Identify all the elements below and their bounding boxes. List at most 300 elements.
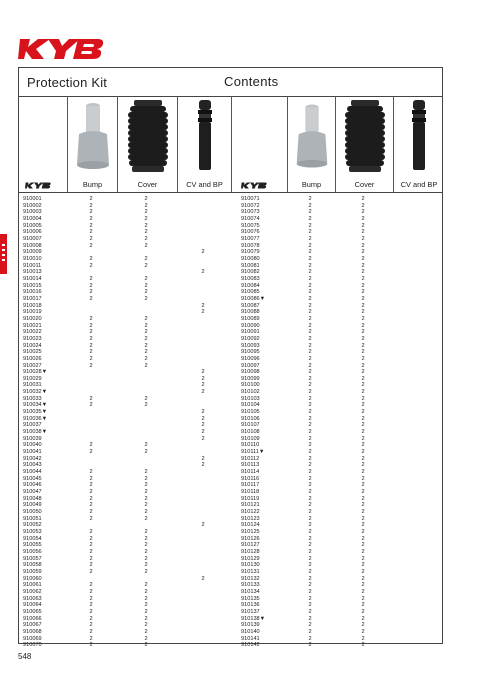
cover-qty: 2 [361, 196, 365, 202]
cover-qty: 2 [144, 615, 148, 622]
section-tab [0, 234, 7, 274]
part-number: 910134 [241, 588, 260, 595]
cover-qty: 2 [361, 395, 365, 402]
cover-qty: 2 [144, 548, 148, 555]
bump-qty: 2 [89, 209, 93, 216]
bump-qty: 2 [89, 568, 93, 575]
bump-qty: 2 [308, 469, 312, 476]
cover-qty: 2 [144, 608, 148, 615]
part-number: 910015 [23, 282, 42, 289]
part-number: 910135 [241, 595, 260, 602]
part-number: 910068 [23, 628, 42, 635]
bump-qty: 2 [308, 275, 312, 282]
bump-qty: 2 [89, 602, 93, 609]
part-number: 910078 [241, 242, 260, 249]
bump-qty: 2 [308, 395, 312, 402]
part-number: 910084 [241, 282, 260, 289]
part-number: 910098 [241, 369, 260, 376]
bump-qty: 2 [89, 642, 93, 649]
part-number: 910061 [23, 582, 42, 589]
cover-qty: 2 [361, 342, 365, 349]
part-number: 910028▼ [23, 369, 48, 376]
bump-qty: 2 [308, 335, 312, 342]
cover-qty: 2 [144, 295, 148, 302]
bump-qty: 2 [308, 455, 312, 462]
cover-qty: 2 [144, 542, 148, 549]
part-number: 910119 [241, 495, 260, 502]
cover-qty: 2 [361, 302, 365, 309]
part-number: 910087 [241, 302, 260, 309]
section-title: Protection Kit [27, 75, 108, 90]
bump-qty: 2 [308, 342, 312, 349]
part-number: 910054 [23, 535, 42, 542]
cover-qty: 2 [361, 469, 365, 476]
part-number: 910099 [241, 375, 260, 382]
cover-qty: 2 [144, 502, 148, 509]
bump-qty: 2 [308, 608, 312, 615]
part-number: 910090 [241, 322, 260, 329]
cover-qty: 2 [361, 582, 365, 589]
bump-qty: 2 [89, 395, 93, 402]
bump-qty: 2 [308, 289, 312, 296]
bump-qty: 2 [89, 329, 93, 336]
bump-qty: 2 [89, 255, 93, 262]
cover-qty: 2 [361, 482, 365, 489]
cover-qty: 2 [144, 329, 148, 336]
cover-qty: 2 [361, 329, 365, 336]
bump-qty: 2 [89, 509, 93, 516]
part-number: 910108 [241, 429, 260, 436]
part-number: 910128 [241, 548, 260, 555]
part-number: 910102 [241, 389, 260, 396]
bump-stop-image [71, 98, 115, 176]
part-number: 910039 [23, 435, 42, 442]
part-number: 910086▼ [241, 295, 266, 302]
bump-qty: 2 [308, 269, 312, 276]
cover-qty: 2 [361, 449, 365, 456]
bump-qty: 2 [89, 355, 93, 362]
part-number: 910021 [23, 322, 42, 329]
part-number: 910046 [23, 482, 42, 489]
bump-qty: 2 [89, 196, 93, 202]
cover-qty: 2 [144, 335, 148, 342]
cover-qty: 2 [361, 349, 365, 356]
bump-qty: 2 [308, 402, 312, 409]
cover-qty: 2 [361, 542, 365, 549]
bump-qty: 2 [89, 562, 93, 569]
part-number: 910112 [241, 455, 260, 462]
cover-qty: 2 [361, 548, 365, 555]
part-number: 910129 [241, 555, 260, 562]
cover-qty: 2 [361, 529, 365, 535]
cvbp-qty: 2 [201, 462, 205, 469]
bump-qty: 2 [308, 462, 312, 469]
part-number: 910110 [241, 442, 260, 449]
bump-stop-image [291, 98, 333, 176]
bump-qty: 2 [308, 495, 312, 502]
part-number: 910010 [23, 255, 42, 262]
cover-qty: 2 [361, 522, 365, 529]
cover-qty: 2 [361, 455, 365, 462]
cvbp-qty: 2 [201, 422, 205, 429]
bump-qty: 2 [89, 635, 93, 642]
cover-qty: 2 [144, 529, 148, 535]
part-number: 910034▼ [23, 402, 48, 409]
cover-qty: 2 [361, 242, 365, 249]
cvbp-qty: 2 [201, 415, 205, 422]
part-number: 910132 [241, 575, 260, 582]
bump-qty: 2 [308, 588, 312, 595]
part-number: 910093 [241, 342, 260, 349]
cover-qty: 2 [361, 269, 365, 276]
part-number: 910007 [23, 235, 42, 242]
bump-qty: 2 [89, 475, 93, 482]
cover-qty: 2 [361, 229, 365, 236]
bump-qty: 2 [308, 568, 312, 575]
col-bump-left: Bump [82, 180, 103, 189]
bump-qty: 2 [308, 375, 312, 382]
cover-qty: 2 [144, 202, 148, 209]
part-number: 910013 [23, 269, 42, 276]
cover-qty: 2 [144, 322, 148, 329]
cover-qty: 2 [144, 342, 148, 349]
cvbp-qty: 2 [201, 382, 205, 389]
part-number: 910113 [241, 462, 260, 469]
part-number: 910065 [23, 608, 42, 615]
bump-qty: 2 [89, 555, 93, 562]
cover-qty: 2 [361, 608, 365, 615]
cvbp-qty: 2 [201, 409, 205, 416]
part-number: 910025 [23, 349, 42, 356]
bump-qty: 2 [308, 389, 312, 396]
bump-qty: 2 [308, 229, 312, 236]
bump-qty: 2 [89, 595, 93, 602]
dust-cover-image [122, 98, 174, 176]
bump-qty: 2 [89, 515, 93, 522]
part-number: 910003 [23, 209, 42, 216]
part-number: 910107 [241, 422, 260, 429]
part-number: 910051 [23, 515, 42, 522]
part-number: 910002 [23, 202, 42, 209]
kyb-column-logo [25, 181, 51, 190]
part-number: 910056 [23, 548, 42, 555]
cvbp-qty: 2 [201, 455, 205, 462]
cvbp-qty: 2 [201, 429, 205, 436]
cv-bp-image [401, 98, 437, 176]
cover-qty: 2 [361, 628, 365, 635]
part-number: 910006 [23, 229, 42, 236]
part-number: 910081 [241, 262, 260, 269]
cover-qty: 2 [144, 242, 148, 249]
cover-qty: 2 [361, 475, 365, 482]
part-number: 910114 [241, 469, 260, 476]
part-number: 910138▼ [241, 615, 266, 622]
cover-qty: 2 [144, 555, 148, 562]
cover-qty: 2 [361, 262, 365, 269]
part-number: 910080 [241, 255, 260, 262]
bump-qty: 2 [89, 608, 93, 615]
bump-qty: 2 [308, 429, 312, 436]
part-number: 910070 [23, 642, 42, 649]
part-number: 910130 [241, 562, 260, 569]
bump-qty: 2 [308, 242, 312, 249]
cover-qty: 2 [361, 249, 365, 256]
bump-qty: 2 [89, 535, 93, 542]
part-number: 910088 [241, 309, 260, 316]
bump-qty: 2 [89, 482, 93, 489]
bump-qty: 2 [308, 542, 312, 549]
cover-qty: 2 [361, 422, 365, 429]
part-number: 910121 [241, 502, 260, 509]
bump-qty: 2 [308, 642, 312, 649]
bump-qty: 2 [308, 355, 312, 362]
bump-qty: 2 [89, 362, 93, 369]
bump-qty: 2 [89, 295, 93, 302]
bump-qty: 2 [89, 229, 93, 236]
cover-qty: 2 [144, 395, 148, 402]
part-number: 910082 [241, 269, 260, 276]
table-header [19, 68, 442, 97]
cover-qty: 2 [361, 409, 365, 416]
bump-qty: 2 [308, 215, 312, 222]
part-number: 910116 [241, 475, 260, 482]
part-number: 910042 [23, 455, 42, 462]
cvbp-qty: 2 [201, 375, 205, 382]
cover-qty: 2 [144, 469, 148, 476]
bump-qty: 2 [89, 315, 93, 322]
cvbp-qty: 2 [201, 522, 205, 529]
bump-qty: 2 [308, 249, 312, 256]
part-number: 910062 [23, 588, 42, 595]
bump-qty: 2 [308, 322, 312, 329]
col-cvbp-right: CV and BP [400, 180, 438, 189]
bump-qty: 2 [308, 209, 312, 216]
bump-qty: 2 [308, 262, 312, 269]
cover-qty: 2 [144, 489, 148, 496]
cover-qty: 2 [144, 262, 148, 269]
part-number: 910131 [241, 568, 260, 575]
bump-qty: 2 [308, 329, 312, 336]
cover-qty: 2 [361, 309, 365, 316]
bump-qty: 2 [308, 435, 312, 442]
cover-qty: 2 [144, 215, 148, 222]
bump-qty: 2 [308, 575, 312, 582]
bump-qty: 2 [89, 335, 93, 342]
bump-qty: 2 [308, 295, 312, 302]
bump-qty: 2 [89, 542, 93, 549]
bump-qty: 2 [308, 202, 312, 209]
bump-qty: 2 [308, 309, 312, 316]
part-number: 910048 [23, 495, 42, 502]
cover-qty: 2 [144, 642, 148, 649]
cover-qty: 2 [361, 429, 365, 436]
part-number: 910005 [23, 222, 42, 229]
cover-qty: 2 [361, 462, 365, 469]
part-number: 910076 [241, 229, 260, 236]
part-number: 910079 [241, 249, 260, 256]
cover-qty: 2 [144, 635, 148, 642]
part-number: 910001 [23, 196, 42, 202]
cvbp-qty: 2 [201, 269, 205, 276]
part-number: 910029 [23, 375, 42, 382]
cover-qty: 2 [144, 535, 148, 542]
cover-qty: 2 [361, 209, 365, 216]
cover-qty: 2 [361, 335, 365, 342]
cover-qty: 2 [144, 349, 148, 356]
part-number: 910100 [241, 382, 260, 389]
cover-qty: 2 [361, 315, 365, 322]
part-number: 910097 [241, 362, 260, 369]
cover-qty: 2 [361, 502, 365, 509]
part-number: 910023 [23, 335, 42, 342]
bump-qty: 2 [308, 522, 312, 529]
cover-qty: 2 [144, 562, 148, 569]
cover-qty: 2 [361, 215, 365, 222]
part-number: 910085 [241, 289, 260, 296]
bump-qty: 2 [89, 322, 93, 329]
cover-qty: 2 [361, 202, 365, 209]
part-number: 910089 [241, 315, 260, 322]
cover-qty: 2 [361, 415, 365, 422]
bump-qty: 2 [308, 582, 312, 589]
cover-qty: 2 [361, 389, 365, 396]
cover-qty: 2 [144, 475, 148, 482]
cover-qty: 2 [144, 315, 148, 322]
bump-qty: 2 [89, 622, 93, 629]
kyb-logo [18, 36, 104, 62]
cover-qty: 2 [144, 622, 148, 629]
part-number: 910037 [23, 422, 42, 429]
bump-qty: 2 [308, 529, 312, 535]
cover-qty: 2 [361, 402, 365, 409]
part-number: 910041 [23, 449, 42, 456]
cover-qty: 2 [144, 515, 148, 522]
part-number: 910103 [241, 395, 260, 402]
part-number: 910073 [241, 209, 260, 216]
cover-qty: 2 [361, 495, 365, 502]
bump-qty: 2 [308, 415, 312, 422]
part-number: 910020 [23, 315, 42, 322]
cvbp-qty: 2 [201, 369, 205, 376]
part-number: 910063 [23, 595, 42, 602]
bump-qty: 2 [308, 449, 312, 456]
cover-qty: 2 [144, 355, 148, 362]
part-number: 910083 [241, 275, 260, 282]
cvbp-qty: 2 [201, 389, 205, 396]
bump-qty: 2 [308, 595, 312, 602]
bump-qty: 2 [89, 289, 93, 296]
bump-qty: 2 [308, 515, 312, 522]
part-number: 910141 [241, 635, 260, 642]
cover-qty: 2 [144, 282, 148, 289]
contents-title: Contents [224, 74, 279, 89]
part-number: 910104 [241, 402, 260, 409]
part-number: 910123 [241, 515, 260, 522]
part-number: 910004 [23, 215, 42, 222]
cvbp-qty: 2 [201, 575, 205, 582]
part-number: 910092 [241, 335, 260, 342]
part-number: 910008 [23, 242, 42, 249]
bump-qty: 2 [308, 635, 312, 642]
cover-qty: 2 [361, 295, 365, 302]
cover-qty: 2 [361, 635, 365, 642]
part-number: 910077 [241, 235, 260, 242]
bump-qty: 2 [89, 495, 93, 502]
bump-qty: 2 [308, 442, 312, 449]
cover-qty: 2 [144, 595, 148, 602]
bump-qty: 2 [308, 382, 312, 389]
cover-qty: 2 [144, 509, 148, 516]
page-number: 548 [18, 652, 32, 661]
part-number: 910016 [23, 289, 42, 296]
part-number: 910117 [241, 482, 260, 489]
part-number: 910036▼ [23, 415, 48, 422]
cover-qty: 2 [361, 282, 365, 289]
part-number: 910071 [241, 196, 260, 202]
bump-qty: 2 [308, 315, 312, 322]
bump-qty: 2 [89, 529, 93, 535]
kyb-column-logo [241, 181, 267, 190]
part-number: 910053 [23, 529, 42, 535]
bump-qty: 2 [89, 582, 93, 589]
part-number: 910060 [23, 575, 42, 582]
part-number: 910136 [241, 602, 260, 609]
part-number: 910140 [241, 628, 260, 635]
cover-qty: 2 [144, 196, 148, 202]
cover-qty: 2 [361, 222, 365, 229]
bump-qty: 2 [89, 469, 93, 476]
bump-qty: 2 [308, 196, 312, 202]
bump-qty: 2 [89, 449, 93, 456]
bump-qty: 2 [308, 502, 312, 509]
cover-qty: 2 [361, 322, 365, 329]
part-number: 910024 [23, 342, 42, 349]
cover-qty: 2 [361, 602, 365, 609]
cover-qty: 2 [361, 575, 365, 582]
cover-qty: 2 [361, 489, 365, 496]
bump-qty: 2 [308, 535, 312, 542]
part-number: 910040 [23, 442, 42, 449]
cover-qty: 2 [144, 255, 148, 262]
bump-qty: 2 [89, 628, 93, 635]
part-number: 910057 [23, 555, 42, 562]
part-number: 910124 [241, 522, 260, 529]
part-number: 910095 [241, 349, 260, 356]
cv-bp-image [187, 98, 223, 176]
part-number: 910022 [23, 329, 42, 336]
part-number: 910049 [23, 502, 42, 509]
cover-qty: 2 [144, 628, 148, 635]
cover-qty: 2 [361, 615, 365, 622]
col-cover-left: Cover [137, 180, 158, 189]
part-number: 910033 [23, 395, 42, 402]
part-number: 910118 [241, 489, 260, 496]
part-number: 910106 [241, 415, 260, 422]
part-number: 910066 [23, 615, 42, 622]
cover-qty: 2 [144, 588, 148, 595]
bump-qty: 2 [308, 615, 312, 622]
cover-qty: 2 [144, 568, 148, 575]
cover-qty: 2 [144, 495, 148, 502]
part-number: 910142 [241, 642, 260, 649]
bump-qty: 2 [308, 362, 312, 369]
cover-qty: 2 [144, 482, 148, 489]
bump-qty: 2 [308, 222, 312, 229]
part-number: 910105 [241, 409, 260, 416]
part-number: 910059 [23, 568, 42, 575]
part-number: 910045 [23, 475, 42, 482]
bump-qty: 2 [89, 342, 93, 349]
